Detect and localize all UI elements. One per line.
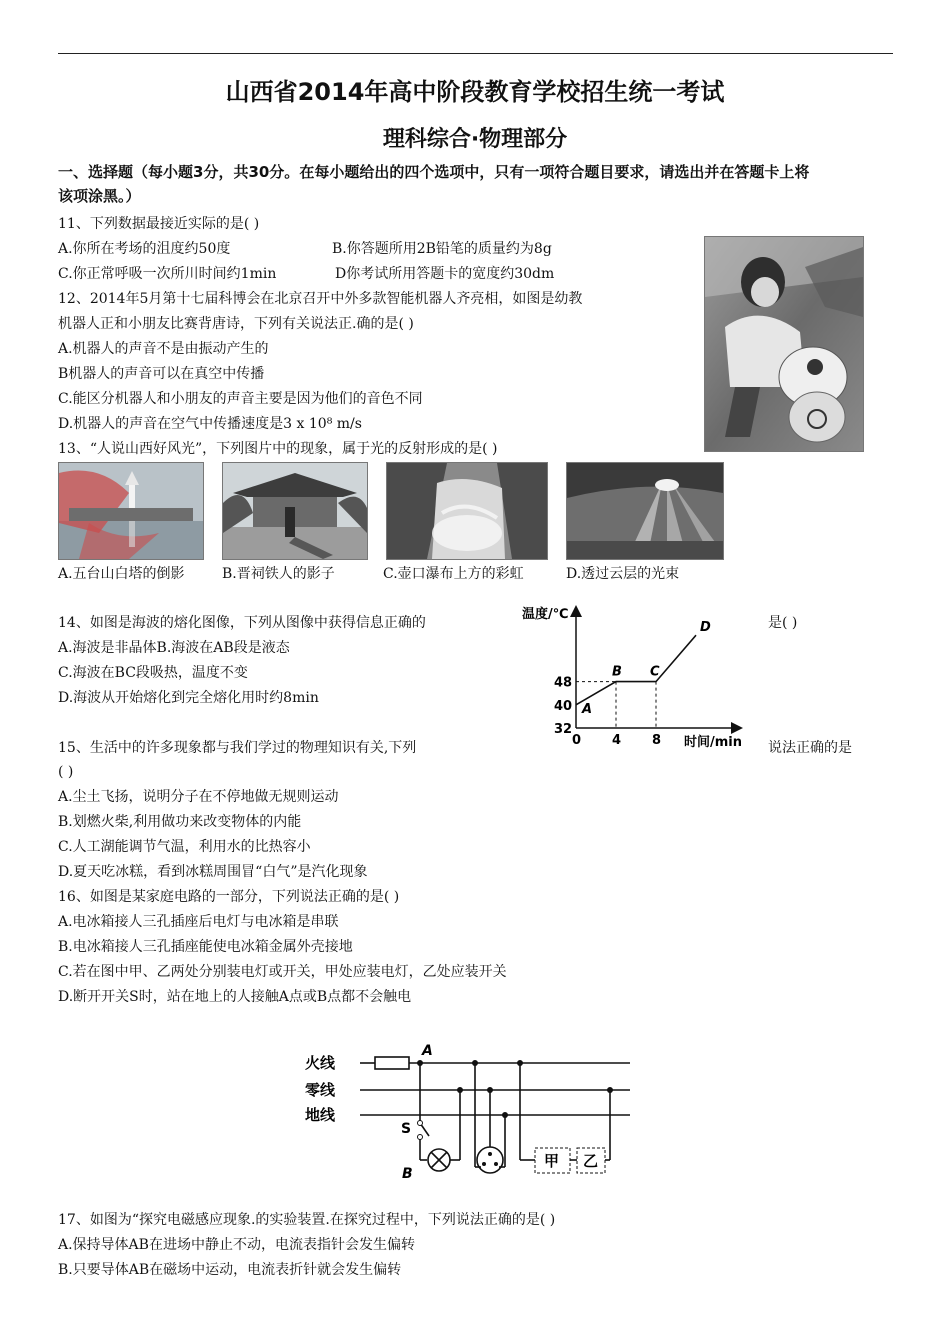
q13-caption-a: A.五台山白塔的倒影 bbox=[58, 566, 185, 582]
x-axis-label: 时间/min bbox=[684, 735, 743, 750]
q11-option-b: B.你答题所用2B铅笔的质量约为8g bbox=[332, 241, 552, 257]
point-labels bbox=[581, 620, 711, 717]
q14-stem: 14、如图是海波的熔化图像，下列从图像中获得信息正确的 bbox=[58, 615, 426, 631]
melting-curve bbox=[576, 635, 696, 705]
q16-option-b: B.电冰箱接人三孔插座能使电冰箱金属外壳接地 bbox=[58, 939, 353, 955]
q11-stem: 11、下列数据最接近实际的是( ) bbox=[58, 216, 260, 232]
label-neutral: 零线 bbox=[305, 1081, 336, 1099]
q14-option-ab: A.海波是非晶体B.海波在AB段是液态 bbox=[58, 640, 290, 656]
photo-iron-man-shadow bbox=[222, 462, 368, 560]
q16-option-c: C.若在图中甲、乙两处分别装电灯或开关，甲处应装电灯，乙处应装开关 bbox=[58, 964, 507, 980]
q15-stem-end: 说法正确的是 bbox=[768, 740, 852, 756]
point-label-C: C bbox=[650, 664, 660, 680]
q13-caption-b: B.晋祠铁人的影子 bbox=[222, 566, 335, 582]
q15-paren: ( ) bbox=[58, 764, 74, 780]
q12-stem-line2: 机器人正和小朋友比赛背唐诗，下列有关说法正.确的是( ) bbox=[58, 316, 414, 332]
section-heading bbox=[58, 160, 898, 208]
section-heading-line1: 一、选择题（每小题3分，共30分。在每小题给出的四个选项中，只有一项符合题目要求，请选出并在答题卡上将 bbox=[58, 163, 810, 181]
q17-stem: 17、如图为“探究电磁感应现象.的实验装置.在探究过程中，下列说法正确的是( ) bbox=[58, 1212, 556, 1228]
label-point-a: A bbox=[422, 1043, 433, 1059]
label-ground: 地线 bbox=[305, 1106, 336, 1124]
q15-option-a: A.尘土飞扬，说明分子在不停地做无规则运动 bbox=[58, 789, 339, 805]
q15-option-c: C.人工湖能调节气温，利用水的比热容小 bbox=[58, 839, 311, 855]
q14-option-d: D.海波从开始熔化到完全熔化用时约8min bbox=[58, 690, 319, 706]
q16-option-a: A.电冰箱接人三孔插座后电灯与电冰箱是串联 bbox=[58, 914, 339, 930]
y-axis-label: 温度/℃ bbox=[522, 607, 569, 622]
exam-title: 山西省2014年高中阶段教育学校招生统一考试 bbox=[225, 78, 725, 106]
q11-option-d: D你考试所用答题卡的宽度约30dm bbox=[335, 266, 555, 282]
fuse bbox=[375, 1057, 409, 1069]
q12-stem-line1: 12、2014年5月第十七届科博会在北京召开中外多款智能机器人齐亮相，如图是幼教 bbox=[58, 291, 583, 307]
x-tick-0: 0 bbox=[572, 733, 582, 748]
point-label-A: A bbox=[582, 701, 593, 717]
label-point-b: B bbox=[402, 1166, 413, 1182]
label-live: 火线 bbox=[305, 1054, 336, 1072]
q15-option-d: D.夏天吃冰糕，看到冰糕周围冒“白气”是汽化现象 bbox=[58, 864, 368, 880]
photo-pagoda-reflection bbox=[58, 462, 204, 560]
q11-option-c: C.你正常呼吸一次所川时间约1min bbox=[58, 266, 277, 282]
y-tick-48: 48 bbox=[554, 675, 573, 691]
photo-waterfall-rainbow bbox=[386, 462, 548, 560]
q11-option-a: A.你所在考场的沮度约50度 bbox=[58, 241, 231, 257]
q13-caption-c: C.壶口瀑布上方的彩虹 bbox=[383, 566, 524, 582]
label-box-jia: 甲 bbox=[544, 1152, 560, 1170]
q15-option-b: B.划燃火柴,利用做功来改变物体的内能 bbox=[58, 814, 302, 830]
label-switch-s: S bbox=[401, 1121, 412, 1137]
q14-option-c: C.海波在BC段吸热，温度不变 bbox=[58, 665, 248, 681]
q13-caption-d: D.透过云层的光束 bbox=[566, 566, 680, 582]
q12-option-b: B机器人的声音可以在真空中传播 bbox=[58, 366, 265, 382]
q16-option-d: D.断开开关S时，站在地上的人接触A点或B点都不会触电 bbox=[58, 989, 412, 1005]
melting-graph bbox=[512, 600, 762, 755]
point-label-D: D bbox=[700, 620, 711, 636]
q12-option-c: C.能区分机器人和小朋友的声音主要是因为他们的音色不同 bbox=[58, 391, 423, 407]
three-hole-socket bbox=[477, 1147, 503, 1173]
y-tick-32: 32 bbox=[554, 722, 573, 737]
q17-option-a: A.保持导体AB在进场中静止不动，电流表指针会发生偏转 bbox=[58, 1237, 415, 1253]
robot-photo bbox=[704, 236, 864, 452]
x-tick-4: 4 bbox=[612, 733, 622, 748]
q12-option-d: D.机器人的声音在空气中传播速度是3 x 10⁸ m/s bbox=[58, 416, 362, 432]
q15-stem: 15、生活中的许多现象都与我们学过的物理知识有关,下列 bbox=[58, 740, 417, 756]
section-heading-line2: 该项涂黑。） bbox=[58, 187, 141, 205]
photo-sunbeams-clouds bbox=[566, 462, 724, 560]
x-tick-8: 8 bbox=[652, 733, 662, 748]
q17-option-b: B.只要导体AB在磁场中运动，电流表折针就会发生偏转 bbox=[58, 1262, 402, 1278]
top-rule bbox=[58, 53, 893, 54]
exam-subtitle: 理科综合·物理部分 bbox=[382, 127, 568, 152]
q13-stem: 13、“人说山西好风光”，下列图片中的现象，属于光的反射形成的是( ) bbox=[58, 441, 498, 457]
q12-option-a: A.机器人的声音不是由振动产生的 bbox=[58, 341, 269, 357]
q14-stem-end: 是( ) bbox=[768, 615, 798, 631]
household-circuit-diagram bbox=[305, 1035, 640, 1185]
point-label-B: B bbox=[612, 664, 622, 680]
label-box-yi: 乙 bbox=[583, 1152, 599, 1170]
q16-stem: 16、如图是某家庭电路的一部分，下列说法正确的是( ) bbox=[58, 889, 400, 905]
y-tick-40: 40 bbox=[554, 698, 573, 714]
